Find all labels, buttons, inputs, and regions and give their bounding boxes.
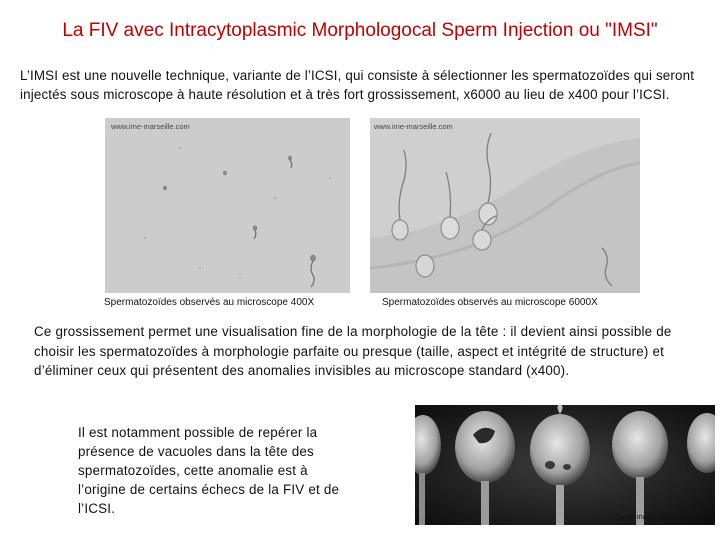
image-credit: www.maternite-parly2.com bbox=[618, 512, 707, 521]
watermark-6000x: www.ime-marseille.com bbox=[374, 122, 453, 131]
watermark-400x: www.ime-marseille.com bbox=[111, 122, 190, 131]
magnification-paragraph: Ce grossissement permet une visualisation fine de la morphologie de la tête : il devient ainsi possible de choisir les spermatozoïdes à morphologie parfaite ou presque (taille, aspect et intégrité de structure) et d’éliminer ceux qui présentent des anomalies invisibles au microscope standard (x400). bbox=[34, 324, 672, 378]
page-title: La FIV avec Intracytoplasmic Morphologocal Sperm Injection ou "IMSI" bbox=[62, 20, 658, 41]
micrograph-6000x bbox=[370, 118, 640, 293]
intro-paragraph: L’IMSI est une nouvelle technique, variante de l’ICSI, qui consiste à sélectionner les spermatozoïdes qui seront injectés sous microscope à haute résolution et à très fort grossissement, x6000 au lieu de x400 pour l’ICSI. bbox=[20, 68, 695, 102]
vacuoles-paragraph: Il est notamment possible de repérer la présence de vacuoles dans la tête des spermatozoïdes, cette anomalie est à l’origine de certains échecs de la FIV et de l’ICSI. bbox=[78, 425, 340, 516]
caption-400x: Spermatozoïdes observés au microscope 400X bbox=[104, 297, 315, 308]
micrograph-400x bbox=[105, 118, 350, 293]
sperm-head-sem-image bbox=[415, 405, 715, 525]
caption-6000x: Spermatozoïdes observés au microscope 6000X bbox=[382, 297, 598, 308]
